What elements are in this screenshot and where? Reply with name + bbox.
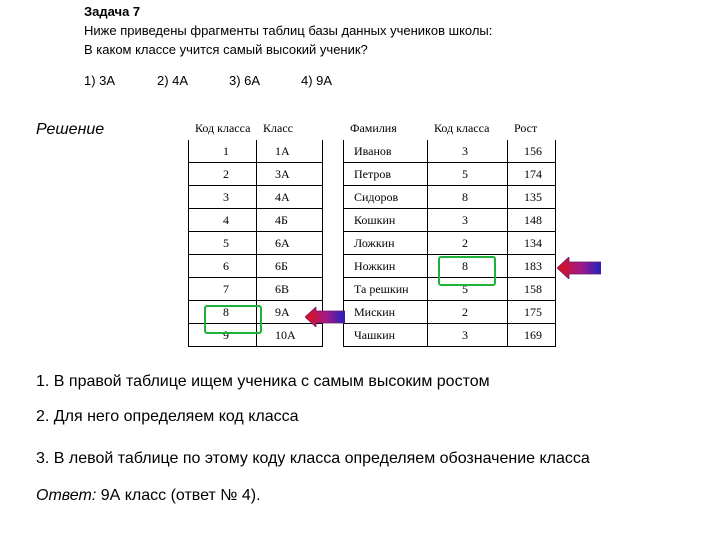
- left-arrow-icon: [305, 307, 345, 327]
- class-name-cell: 4А: [257, 186, 323, 209]
- height-cell: 134: [508, 232, 556, 255]
- table-row: [189, 232, 323, 255]
- table-row: [344, 140, 556, 163]
- height-cell: 169: [508, 324, 556, 347]
- table-header-row: [189, 117, 323, 140]
- surname-cell: Мискин: [344, 301, 428, 324]
- class-code-cell: 8: [428, 255, 508, 278]
- class-name-cell: 1А: [257, 140, 323, 163]
- class-name-cell: 6В: [257, 278, 323, 301]
- class-code-cell: 8: [428, 186, 508, 209]
- table-row: [344, 209, 556, 232]
- class-code-cell: 5: [189, 232, 257, 255]
- column-header: Класс: [263, 120, 293, 135]
- class-name-cell: 6А: [257, 232, 323, 255]
- class-name-cell: 10А: [257, 324, 323, 347]
- table-row: [344, 163, 556, 186]
- column-header: Код класса: [434, 120, 490, 135]
- height-cell: 148: [508, 209, 556, 232]
- class-code-cell: 5: [428, 163, 508, 186]
- column-header: Рост: [514, 120, 538, 135]
- class-code-cell: 7: [189, 278, 257, 301]
- class-code-cell: 3: [428, 209, 508, 232]
- class-code-cell: 4: [189, 209, 257, 232]
- table-row: [189, 278, 323, 301]
- left-arrow-icon: [557, 257, 601, 279]
- option-1: 1) 3А: [84, 73, 116, 88]
- table-row: [189, 209, 323, 232]
- task-description: Ниже приведены фрагменты таблиц базы данных учеников школы:: [84, 23, 493, 38]
- highlight-class-row-box: [204, 305, 262, 334]
- table-row: [344, 324, 556, 347]
- solution-label: Решение: [36, 121, 105, 138]
- surname-cell: Чашкин: [344, 324, 428, 347]
- table-row: [344, 301, 556, 324]
- class-code-cell: 8: [189, 301, 257, 324]
- class-code-cell: 2: [428, 301, 508, 324]
- height-cell: 183: [508, 255, 556, 278]
- table-header-row: [344, 117, 556, 140]
- surname-cell: Ложкин: [344, 232, 428, 255]
- answer-text: 9А класс (ответ № 4).: [96, 487, 261, 504]
- table-row: [344, 232, 556, 255]
- class-name-cell: 6Б: [257, 255, 323, 278]
- height-cell: 135: [508, 186, 556, 209]
- highlight-class-code-box: [438, 256, 496, 286]
- surname-cell: Та решкин: [344, 278, 428, 301]
- height-cell: 156: [508, 140, 556, 163]
- surname-cell: Сидоров: [344, 186, 428, 209]
- table-row: [344, 186, 556, 209]
- option-3: 3) 6А: [229, 73, 261, 88]
- class-code-cell: 5: [428, 278, 508, 301]
- surname-cell: Петров: [344, 163, 428, 186]
- class-name-cell: 9А: [257, 301, 323, 324]
- surname-cell: Ножкин: [344, 255, 428, 278]
- class-name-cell: 4Б: [257, 209, 323, 232]
- option-4: 4) 9А: [301, 73, 333, 88]
- table-row: [189, 163, 323, 186]
- height-cell: 175: [508, 301, 556, 324]
- student-table: [343, 116, 556, 347]
- class-code-cell: 1: [189, 140, 257, 163]
- column-header: Код класса: [195, 120, 251, 135]
- class-code-cell: 3: [428, 140, 508, 163]
- column-header: Фамилия: [350, 120, 397, 135]
- step-3: 3. В левой таблице по этому коду класса определяем обозначение класса: [36, 450, 590, 467]
- height-cell: 158: [508, 278, 556, 301]
- table-row: [189, 140, 323, 163]
- class-name-cell: 3А: [257, 163, 323, 186]
- class-code-cell: 3: [428, 324, 508, 347]
- step-1: 1. В правой таблице ищем ученика с самым высоким ростом: [36, 373, 490, 390]
- table-row: [189, 186, 323, 209]
- class-code-cell: 2: [189, 163, 257, 186]
- step-2: 2. Для него определяем код класса: [36, 408, 299, 425]
- option-2: 2) 4А: [157, 73, 189, 88]
- task-title: Задача 7: [84, 4, 141, 19]
- class-code-cell: 9: [189, 324, 257, 347]
- surname-cell: Иванов: [344, 140, 428, 163]
- class-code-cell: 2: [428, 232, 508, 255]
- surname-cell: Кошкин: [344, 209, 428, 232]
- class-code-cell: 3: [189, 186, 257, 209]
- answer-label: Ответ:: [36, 487, 97, 504]
- table-row: [189, 255, 323, 278]
- answer: [36, 487, 261, 505]
- class-code-cell: 6: [189, 255, 257, 278]
- height-cell: 174: [508, 163, 556, 186]
- task-question: В каком классе учится самый высокий ученик?: [84, 42, 368, 57]
